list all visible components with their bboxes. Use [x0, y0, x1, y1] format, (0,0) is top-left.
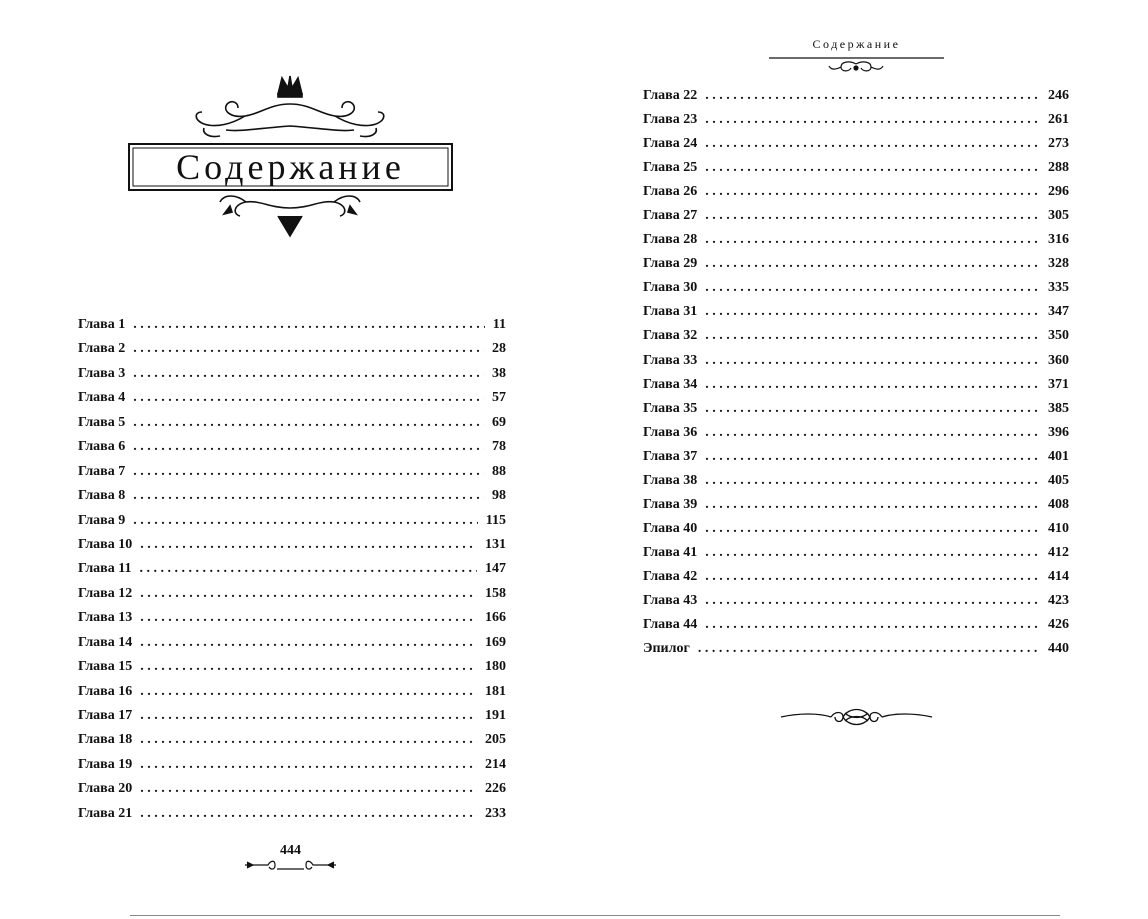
toc-entry-page: 169 — [485, 634, 506, 650]
toc-dot-leader — [705, 593, 1040, 609]
toc-dot-leader — [140, 708, 477, 724]
toc-entry-label: Глава 10 — [78, 536, 133, 552]
toc-entry — [643, 256, 1069, 280]
toc-dot-leader — [140, 586, 477, 602]
toc-entry — [78, 513, 506, 537]
toc-entry-page: 158 — [485, 585, 506, 601]
toc-list-left — [78, 317, 506, 830]
folio-number: 444 — [280, 843, 301, 858]
toc-entry-page: 28 — [492, 341, 506, 357]
toc-entry-page: 98 — [492, 488, 506, 504]
toc-entry-label: Глава 39 — [643, 496, 698, 512]
toc-entry-label: Глава 37 — [643, 448, 698, 464]
toc-entry — [78, 757, 506, 781]
toc-entry-label: Глава 7 — [78, 463, 126, 479]
toc-dot-leader — [133, 439, 484, 455]
toc-dot-leader — [140, 659, 477, 675]
toc-entry-page: 423 — [1048, 592, 1069, 608]
toc-dot-leader — [705, 377, 1040, 393]
toc-dot-leader — [133, 464, 484, 480]
toc-entry — [643, 545, 1069, 569]
toc-entry-label: Глава 42 — [643, 568, 698, 584]
toc-entry-page: 288 — [1048, 160, 1069, 176]
toc-entry-page: 69 — [492, 414, 506, 430]
toc-entry-page: 147 — [485, 561, 506, 577]
toc-dot-leader — [705, 256, 1040, 272]
toc-entry-label: Глава 31 — [643, 304, 698, 320]
toc-dot-leader — [705, 569, 1040, 585]
toc-dot-leader — [133, 390, 484, 406]
toc-entry-page: 226 — [485, 781, 506, 797]
toc-entry — [643, 280, 1069, 304]
toc-entry-page: 38 — [492, 365, 506, 381]
toc-entry — [78, 390, 506, 414]
toc-dot-leader — [140, 684, 477, 700]
toc-dot-leader — [705, 184, 1040, 200]
toc-dot-leader — [133, 341, 484, 357]
toc-entry-label: Эпилог — [643, 641, 690, 657]
toc-entry-label: Глава 17 — [78, 708, 133, 723]
toc-entry-label: Глава 38 — [643, 472, 698, 488]
toc-entry-label: Глава 26 — [643, 184, 698, 200]
toc-entry — [78, 317, 506, 341]
toc-entry-label: Глава 8 — [78, 488, 126, 504]
toc-entry — [78, 415, 506, 439]
toc-entry-label: Глава 36 — [643, 424, 698, 440]
toc-entry — [78, 537, 506, 561]
toc-entry-page: 11 — [492, 317, 506, 332]
toc-dot-leader — [133, 366, 484, 382]
toc-entry — [78, 610, 506, 634]
toc-dot-leader — [705, 160, 1040, 176]
toc-dot-leader — [133, 488, 484, 504]
toc-entry-label: Глава 2 — [78, 341, 126, 357]
toc-entry — [643, 497, 1069, 521]
running-head: Содержание — [812, 37, 901, 51]
toc-entry-page: 410 — [1048, 520, 1069, 536]
toc-entry-label: Глава 35 — [643, 400, 698, 416]
toc-entry-label: Глава 20 — [78, 781, 133, 797]
toc-entry-label: Глава 29 — [643, 256, 698, 272]
toc-entry-label: Глава 3 — [78, 365, 126, 381]
toc-entry — [78, 684, 506, 708]
toc-entry-label: Глава 41 — [643, 544, 698, 560]
toc-entry-label: Глава 40 — [643, 520, 698, 536]
toc-entry — [643, 136, 1069, 160]
toc-entry-page: 335 — [1048, 280, 1069, 296]
toc-entry — [643, 401, 1069, 425]
toc-entry-label: Глава 4 — [78, 390, 126, 406]
toc-entry — [643, 521, 1069, 545]
toc-entry-label: Глава 25 — [643, 160, 698, 176]
toc-entry-label: Глава 33 — [643, 352, 698, 368]
toc-dot-leader — [140, 635, 477, 651]
toc-dot-leader — [140, 610, 477, 626]
toc-entry-page: 440 — [1048, 641, 1069, 657]
end-flourish-icon — [779, 703, 934, 731]
toc-dot-leader — [705, 304, 1040, 320]
toc-dot-leader — [705, 617, 1040, 633]
toc-entry-label: Глава 43 — [643, 592, 698, 608]
toc-entry-page: 78 — [492, 439, 506, 455]
toc-list-right — [643, 88, 1069, 665]
toc-entry-label: Глава 11 — [78, 561, 132, 577]
toc-entry — [78, 561, 506, 585]
toc-dot-leader — [140, 781, 477, 797]
toc-entry-page: 385 — [1048, 400, 1069, 416]
toc-entry — [643, 88, 1069, 112]
toc-dot-leader — [705, 473, 1040, 489]
toc-entry-label: Глава 9 — [78, 512, 126, 528]
toc-entry-page: 350 — [1048, 328, 1069, 344]
toc-entry — [643, 473, 1069, 497]
toc-entry — [643, 304, 1069, 328]
toc-dot-leader — [133, 317, 485, 333]
toc-entry-page: 401 — [1048, 448, 1069, 464]
toc-entry-label: Глава 22 — [643, 88, 698, 103]
toc-dot-leader — [705, 112, 1040, 128]
toc-dot-leader — [705, 497, 1040, 513]
toc-entry — [78, 439, 506, 463]
toc-entry-label: Глава 12 — [78, 585, 133, 601]
toc-dot-leader — [705, 136, 1040, 152]
toc-entry-page: 214 — [485, 756, 506, 772]
toc-entry-page: 328 — [1048, 256, 1069, 272]
toc-entry — [78, 366, 506, 390]
right-page — [574, 0, 1148, 919]
toc-entry-label: Глава 44 — [643, 617, 698, 633]
toc-entry-page: 88 — [492, 463, 506, 479]
toc-dot-leader — [705, 425, 1040, 441]
toc-entry-label: Глава 28 — [643, 232, 698, 248]
toc-entry-page: 408 — [1048, 496, 1069, 512]
toc-dot-leader — [139, 561, 477, 577]
toc-entry — [643, 641, 1069, 665]
toc-entry — [643, 593, 1069, 617]
toc-entry-label: Глава 6 — [78, 439, 126, 455]
toc-entry — [643, 232, 1069, 256]
toc-entry-page: 412 — [1048, 544, 1069, 560]
toc-entry-label: Глава 14 — [78, 634, 133, 650]
toc-entry — [78, 488, 506, 512]
toc-dot-leader — [705, 280, 1040, 296]
toc-entry-page: 166 — [485, 610, 506, 626]
toc-entry-label: Глава 1 — [78, 317, 126, 332]
toc-dot-leader — [705, 521, 1040, 537]
toc-dot-leader — [698, 641, 1040, 657]
toc-entry — [78, 732, 506, 756]
toc-dot-leader — [140, 757, 477, 773]
toc-entry — [643, 184, 1069, 208]
toc-entry-page: 426 — [1048, 617, 1069, 633]
toc-entry — [78, 659, 506, 683]
toc-entry — [643, 112, 1069, 136]
toc-entry-page: 405 — [1048, 472, 1069, 488]
toc-entry-page: 371 — [1048, 376, 1069, 392]
toc-entry — [78, 341, 506, 365]
toc-dot-leader — [705, 328, 1040, 344]
toc-entry-label: Глава 5 — [78, 414, 126, 430]
toc-dot-leader — [705, 545, 1040, 561]
toc-entry-label: Глава 24 — [643, 136, 698, 152]
toc-entry-label: Глава 27 — [643, 208, 698, 224]
toc-entry-page: 115 — [485, 512, 506, 528]
page-title: Содержание — [176, 147, 405, 187]
toc-entry — [643, 160, 1069, 184]
toc-entry-page: 396 — [1048, 424, 1069, 440]
toc-entry-page: 414 — [1048, 568, 1069, 584]
toc-entry — [78, 806, 506, 830]
toc-dot-leader — [705, 232, 1040, 248]
toc-dot-leader — [140, 537, 477, 553]
toc-dot-leader — [705, 353, 1040, 369]
toc-entry — [78, 464, 506, 488]
toc-dot-leader — [133, 513, 478, 529]
toc-entry-page: 205 — [485, 732, 506, 748]
toc-entry-page: 181 — [485, 683, 506, 699]
toc-entry — [643, 425, 1069, 449]
toc-entry — [643, 353, 1069, 377]
toc-entry — [78, 635, 506, 659]
toc-entry-page: 233 — [485, 805, 506, 821]
toc-entry-page: 347 — [1048, 304, 1069, 320]
toc-entry — [78, 586, 506, 610]
toc-entry-label: Глава 21 — [78, 805, 133, 821]
toc-entry — [643, 449, 1069, 473]
toc-entry-label: Глава 13 — [78, 610, 133, 626]
toc-entry-page: 305 — [1048, 208, 1069, 224]
toc-dot-leader — [705, 401, 1040, 417]
toc-entry — [643, 617, 1069, 641]
toc-entry-page: 191 — [485, 708, 506, 723]
toc-entry — [643, 328, 1069, 352]
toc-entry-page: 57 — [492, 390, 506, 406]
toc-entry-label: Глава 23 — [643, 112, 698, 128]
toc-entry-label: Глава 15 — [78, 659, 133, 675]
toc-dot-leader — [705, 88, 1040, 104]
toc-entry-label: Глава 32 — [643, 328, 698, 344]
toc-entry-page: 360 — [1048, 352, 1069, 368]
toc-entry-page: 261 — [1048, 112, 1069, 128]
toc-entry — [78, 781, 506, 805]
toc-dot-leader — [705, 208, 1040, 224]
toc-entry-page: 131 — [485, 536, 506, 552]
toc-entry-label: Глава 18 — [78, 732, 133, 748]
toc-dot-leader — [140, 732, 477, 748]
toc-dot-leader — [705, 449, 1040, 465]
page-bottom-rule — [130, 915, 1060, 916]
toc-entry-page: 316 — [1048, 232, 1069, 248]
toc-entry-label: Глава 16 — [78, 683, 133, 699]
toc-entry-page: 273 — [1048, 136, 1069, 152]
toc-entry-label: Глава 34 — [643, 376, 698, 392]
toc-entry — [643, 569, 1069, 593]
toc-entry-page: 180 — [485, 659, 506, 675]
toc-entry — [78, 708, 506, 732]
toc-entry — [643, 377, 1069, 401]
toc-entry-page: 246 — [1048, 88, 1069, 103]
toc-entry — [643, 208, 1069, 232]
toc-entry-page: 296 — [1048, 184, 1069, 200]
toc-dot-leader — [133, 415, 484, 431]
head-ornament-icon — [769, 54, 944, 76]
toc-entry-label: Глава 19 — [78, 756, 133, 772]
toc-dot-leader — [140, 806, 477, 822]
toc-entry-label: Глава 30 — [643, 280, 698, 296]
